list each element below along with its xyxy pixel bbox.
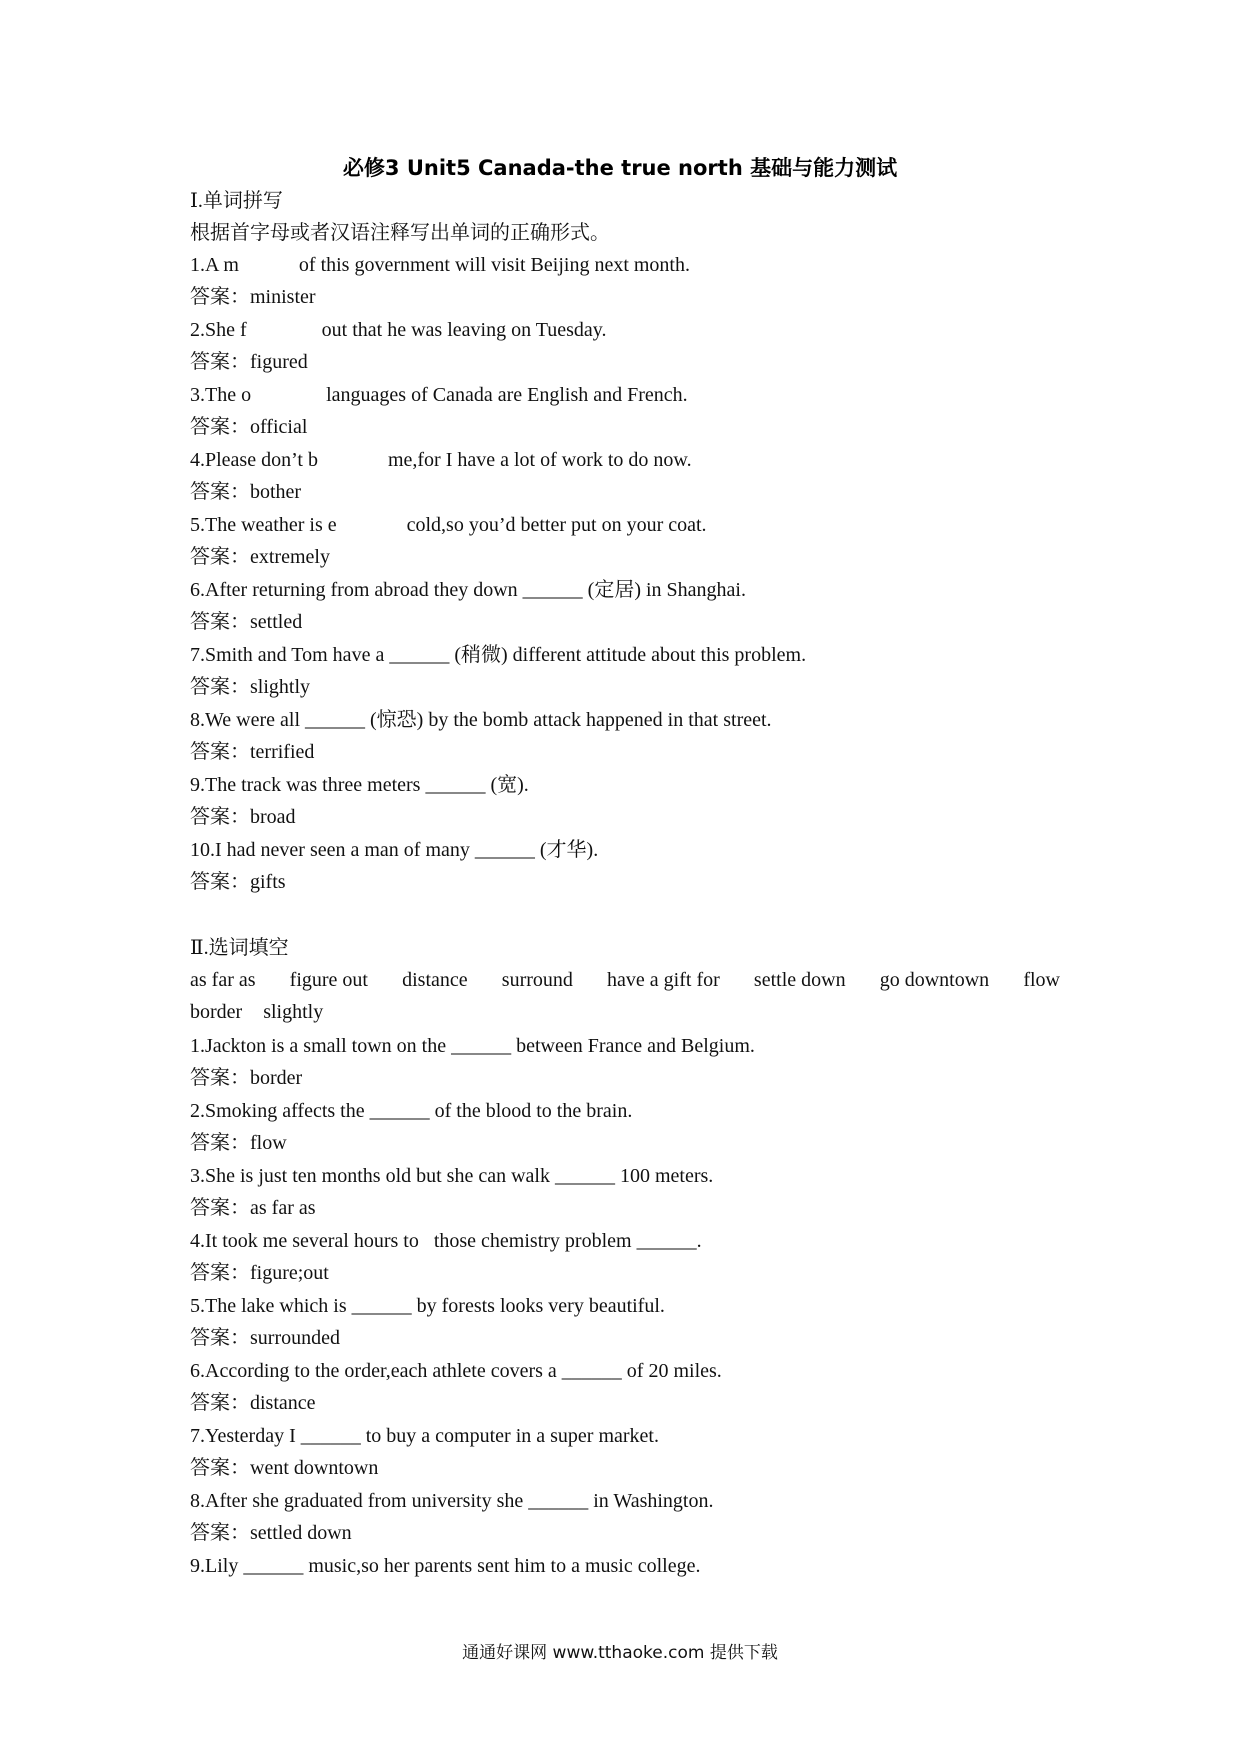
question-2-start: 2.She f — [190, 319, 247, 341]
fill-answer-5: 答案：surrounded — [190, 1327, 340, 1349]
question-5-start: 5.The weather is e — [190, 514, 337, 536]
word-bank-item: distance — [402, 969, 468, 991]
question-4-start: 4.Please don’t b — [190, 449, 318, 471]
fill-question-4: 4.It took me several hours to those chemistry problem ______. — [190, 1230, 702, 1252]
question-4-end: me,for I have a lot of work to do now. — [387, 449, 692, 471]
fill-question-6: 6.According to the order,each athlete covers a ______ of 20 miles. — [190, 1360, 722, 1382]
fill-answer-4: 答案：figure;out — [190, 1262, 329, 1284]
section1-heading: Ⅰ.单词拼写 — [190, 190, 283, 212]
section1-instruction: 根据首字母或者汉语注释写出单词的正确形式。 — [190, 222, 610, 244]
question-2-end: out that he was leaving on Tuesday. — [321, 319, 607, 341]
question-1-start: 1.A m — [190, 254, 239, 276]
fill-question-7: 7.Yesterday I ______ to buy a computer in a super market. — [190, 1425, 659, 1447]
question-3-start: 3.The o — [190, 384, 252, 406]
answer-5: 答案：extremely — [190, 546, 330, 568]
word-bank-item: as far as — [190, 969, 256, 991]
fill-question-8: 8.After she graduated from university she ______ in Washington. — [190, 1490, 714, 1512]
answer-3: 答案：official — [190, 416, 308, 438]
answer-4: 答案：bother — [190, 481, 302, 503]
question-1 — [190, 252, 690, 278]
answer-10: 答案：gifts — [190, 871, 286, 893]
fill-answer-6: 答案：distance — [190, 1392, 316, 1414]
fill-question-3: 3.She is just ten months old but she can walk ______ 100 meters. — [190, 1165, 714, 1187]
word-bank-item: have a gift for — [607, 969, 720, 991]
question-2 — [190, 317, 606, 343]
fill-question-2: 2.Smoking affects the ______ of the blood to the brain. — [190, 1100, 633, 1122]
question-7: 7.Smith and Tom have a ______ (稍微) different attitude about this problem. — [190, 644, 807, 666]
question-4 — [190, 447, 692, 473]
answer-7: 答案：slightly — [190, 676, 311, 698]
word-bank-item: flow — [1023, 969, 1060, 991]
page-title: 必修3 Unit5 Canada-the true north 基础与能力测试 — [342, 156, 898, 180]
fill-question-9: 9.Lily ______ music,so her parents sent him to a music college. — [190, 1555, 701, 1577]
section2-heading: Ⅱ.选词填空 — [190, 937, 289, 959]
fill-answer-8: 答案：settled down — [190, 1522, 352, 1544]
question-8: 8.We were all ______ (惊恐) by the bomb attack happened in that street. — [190, 709, 772, 731]
word-bank-item: surround — [501, 969, 573, 991]
question-6: 6.After returning from abroad they down ______ (定居) in Shanghai. — [190, 579, 746, 601]
question-3-end: languages of Canada are English and French. — [326, 384, 688, 406]
word-bank — [190, 964, 1060, 1028]
fill-answer-7: 答案：went downtown — [190, 1457, 379, 1479]
question-5 — [190, 512, 707, 538]
fill-answer-3: 答案：as far as — [190, 1197, 316, 1219]
word-bank-item: figure out — [289, 969, 368, 991]
answer-2: 答案：figured — [190, 351, 308, 373]
word-bank-item: slightly — [263, 1001, 324, 1023]
fill-answer-1: 答案：border — [190, 1067, 303, 1089]
word-bank-item: settle down — [753, 969, 846, 991]
word-bank-item: border — [190, 1001, 243, 1023]
question-3 — [190, 382, 688, 408]
question-10: 10.I had never seen a man of many ______ (才华). — [190, 839, 599, 861]
fill-question-1: 1.Jackton is a small town on the ______ between France and Belgium. — [190, 1035, 755, 1057]
question-1-end: of this government will visit Beijing next month. — [298, 254, 690, 276]
word-bank-item: go downtown — [879, 969, 990, 991]
fill-answer-2: 答案：flow — [190, 1132, 287, 1154]
answer-6: 答案：settled — [190, 611, 303, 633]
answer-8: 答案：terrified — [190, 741, 315, 763]
question-5-end: cold,so you’d better put on your coat. — [406, 514, 707, 536]
fill-question-5: 5.The lake which is ______ by forests looks very beautiful. — [190, 1295, 665, 1317]
page-footer: 通通好课网 www.tthaoke.com 提供下载 — [462, 1643, 778, 1663]
question-9: 9.The track was three meters ______ (宽). — [190, 774, 529, 796]
answer-1: 答案：minister — [190, 286, 316, 308]
answer-9: 答案：broad — [190, 806, 296, 828]
